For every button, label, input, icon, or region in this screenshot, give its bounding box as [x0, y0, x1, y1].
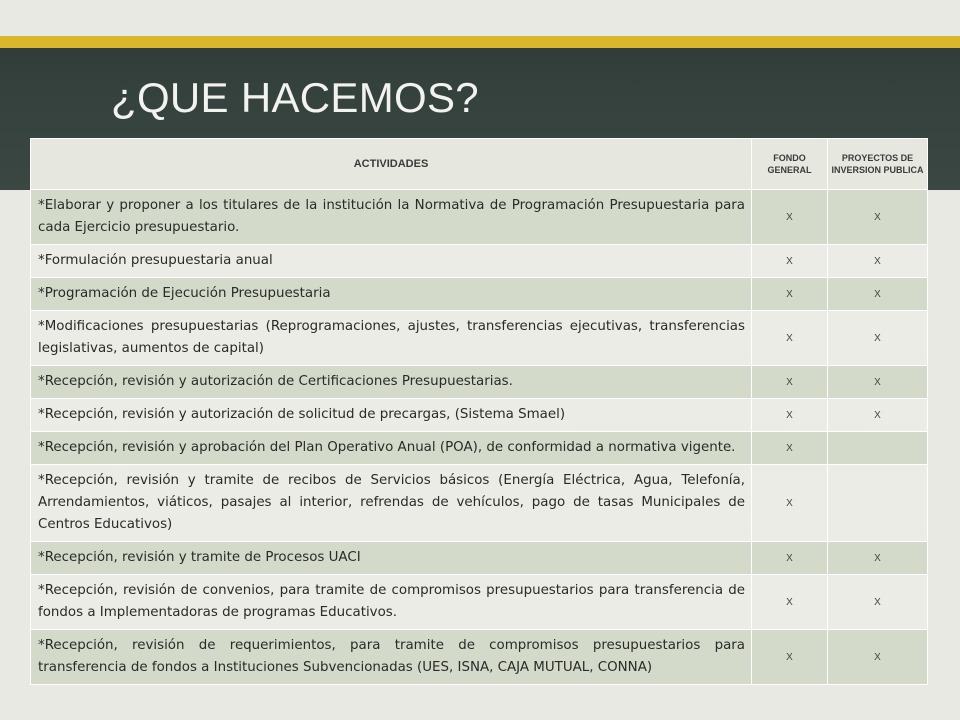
- activity-cell: *Recepción, revisión y tramite de recibos de Servicios básicos (Energía Eléctrica, Agua, Telefonía, Arrendamientos, viáticos, pasajes al interior, refrendas de vehículos, pago de tasas Municipales de Centros Educativos): [31, 465, 752, 542]
- table-row: [31, 542, 928, 575]
- proyectos-mark: X: [828, 575, 928, 630]
- table-row: [31, 399, 928, 432]
- fondo-mark: X: [752, 542, 828, 575]
- fondo-mark: X: [752, 630, 828, 685]
- fondo-mark: X: [752, 278, 828, 311]
- activity-cell: *Recepción, revisión y autorización de solicitud de precargas, (Sistema Smael): [31, 399, 752, 432]
- activity-cell: *Programación de Ejecución Presupuestaria: [31, 278, 752, 311]
- table-row: [31, 190, 928, 245]
- proyectos-mark: X: [828, 399, 928, 432]
- fondo-mark: X: [752, 245, 828, 278]
- top-light-stripe: [0, 0, 960, 36]
- header-proyectos: PROYECTOS DE INVERSION PUBLICA: [828, 139, 928, 190]
- table-row: [31, 432, 928, 465]
- table-row: [31, 278, 928, 311]
- fondo-mark: X: [752, 311, 828, 366]
- activity-cell: *Recepción, revisión de requerimientos, para tramite de compromisos presupuestarios para transferencia de fondos a Instituciones Subvencionadas (UES, ISNA, CAJA MUTUAL, CONNA): [31, 630, 752, 685]
- proyectos-mark: X: [828, 278, 928, 311]
- table-header-row: [31, 139, 928, 190]
- accent-stripe: [0, 36, 960, 48]
- proyectos-mark: X: [828, 311, 928, 366]
- table-row: [31, 630, 928, 685]
- header-fondo-general: FONDO GENERAL: [752, 139, 828, 190]
- activities-table-container: [30, 138, 927, 685]
- fondo-mark: X: [752, 190, 828, 245]
- fondo-mark: X: [752, 366, 828, 399]
- proyectos-mark: X: [828, 245, 928, 278]
- table-row: [31, 465, 928, 542]
- activity-cell: *Recepción, revisión y autorización de Certificaciones Presupuestarias.: [31, 366, 752, 399]
- activity-cell: *Elaborar y proponer a los titulares de la institución la Normativa de Programación Presupuestaria para cada Ejercicio presupuestario.: [31, 190, 752, 245]
- table-row: [31, 575, 928, 630]
- table-row: [31, 366, 928, 399]
- activity-cell: *Formulación presupuestaria anual: [31, 245, 752, 278]
- fondo-mark: X: [752, 575, 828, 630]
- activity-cell: *Recepción, revisión y tramite de Procesos UACI: [31, 542, 752, 575]
- header-activities: ACTIVIDADES: [31, 139, 752, 190]
- proyectos-mark: [828, 432, 928, 465]
- proyectos-mark: X: [828, 366, 928, 399]
- proyectos-mark: X: [828, 190, 928, 245]
- slide-title: ¿QUE HACEMOS?: [111, 74, 479, 121]
- proyectos-mark: [828, 465, 928, 542]
- activities-table: [30, 138, 928, 685]
- fondo-mark: X: [752, 432, 828, 465]
- proyectos-mark: X: [828, 630, 928, 685]
- proyectos-mark: X: [828, 542, 928, 575]
- table-row: [31, 245, 928, 278]
- activity-cell: *Recepción, revisión de convenios, para tramite de compromisos presupuestarios para transferencia de fondos a Implementadoras de programas Educativos.: [31, 575, 752, 630]
- table-row: [31, 311, 928, 366]
- fondo-mark: X: [752, 399, 828, 432]
- fondo-mark: X: [752, 465, 828, 542]
- activity-cell: *Recepción, revisión y aprobación del Plan Operativo Anual (POA), de conformidad a normativa vigente.: [31, 432, 752, 465]
- activity-cell: *Modificaciones presupuestarias (Reprogramaciones, ajustes, transferencias ejecutivas, transferencias legislativas, aumentos de capital): [31, 311, 752, 366]
